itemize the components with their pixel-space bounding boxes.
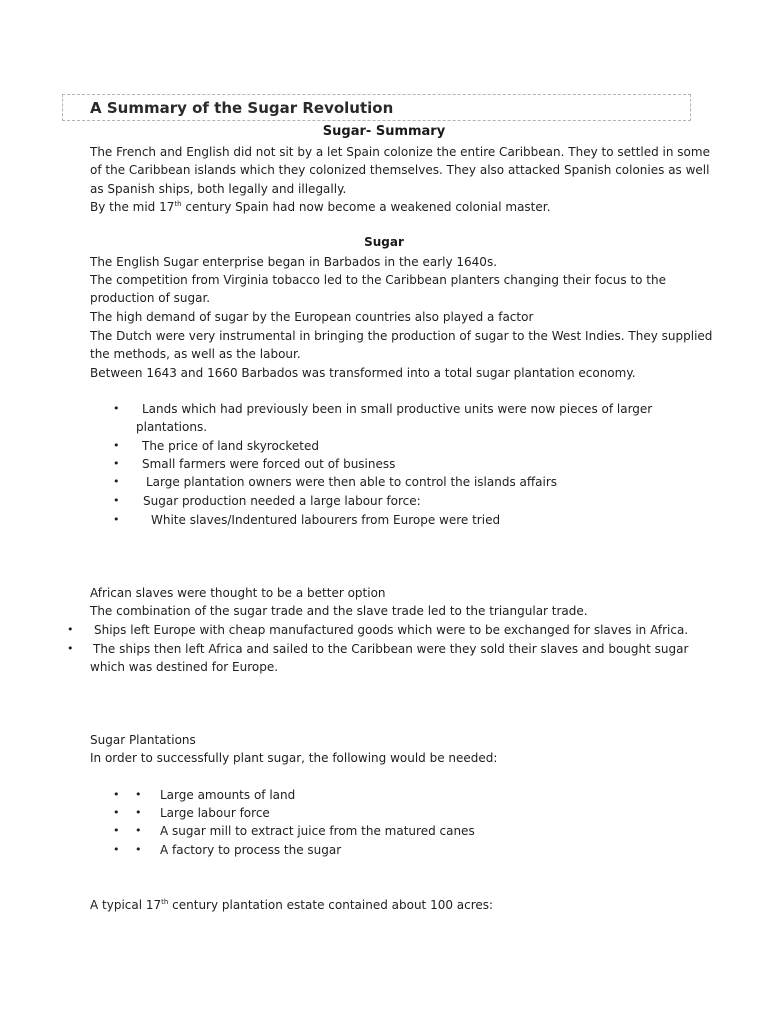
bullet-glyph: •: [113, 475, 120, 488]
intro-line: as Spanish ships, both legally and illegally.: [90, 182, 347, 196]
list-item: Small farmers were forced out of business: [142, 457, 396, 471]
intro-line: The French and English did not sit by a let Spain colonize the entire Caribbean. They to settled in some: [90, 145, 710, 159]
list-item: Large plantation owners were then able to control the islands affairs: [146, 475, 558, 489]
intro-line: By the mid 17th century Spain had now become a weakened colonial master.: [90, 200, 551, 214]
bullet-glyph: •: [67, 642, 74, 655]
sugar-line: The competition from Virginia tobacco led to the Caribbean planters changing their focus to the: [90, 273, 666, 287]
document-subtitle: Sugar- Summary: [322, 124, 446, 139]
list-item: White slaves/Indentured labourers from Europe were tried: [151, 513, 501, 527]
document-title: A Summary of the Sugar Revolution: [90, 99, 394, 117]
bullet-glyph: •: [113, 494, 120, 507]
bullet-glyph: •: [135, 824, 142, 837]
list-item: A sugar mill to extract juice from the matured canes: [160, 824, 475, 838]
bullet-glyph: •: [113, 439, 120, 452]
bullet-glyph: •: [113, 806, 120, 819]
sugar-line: production of sugar.: [90, 291, 211, 305]
bullet-glyph: •: [113, 457, 120, 470]
slaves-line: The combination of the sugar trade and the slave trade led to the triangular trade.: [90, 604, 588, 618]
bullet-glyph: •: [113, 402, 120, 415]
list-item: Sugar production needed a large labour force:: [143, 494, 421, 508]
sugar-line: Between 1643 and 1660 Barbados was transformed into a total sugar plantation economy.: [90, 366, 636, 380]
list-item: Ships left Europe with cheap manufactured goods which were to be exchanged for slaves in Africa.: [94, 623, 689, 637]
bullet-glyph: •: [67, 623, 74, 636]
section-heading-sugar: Sugar: [364, 235, 404, 249]
sugar-line: The high demand of sugar by the European countries also played a factor: [90, 310, 534, 324]
list-item: The ships then left Africa and sailed to the Caribbean were they sold their slaves and bought sugar: [93, 642, 689, 656]
list-item: A factory to process the sugar: [160, 843, 342, 857]
bullet-glyph: •: [135, 788, 142, 801]
bullet-glyph: •: [113, 824, 120, 837]
bullet-glyph: •: [135, 843, 142, 856]
estate-line: A typical 17th century plantation estate contained about 100 acres:: [90, 898, 494, 912]
list-item: plantations.: [136, 420, 208, 434]
list-item: Large amounts of land: [160, 788, 296, 802]
list-item: Large labour force: [160, 806, 270, 820]
bullet-glyph: •: [135, 806, 142, 819]
bullet-glyph: •: [113, 843, 120, 856]
intro-line: of the Caribbean islands which they colonized themselves. They also attacked Spanish colonies as well: [90, 163, 710, 177]
sugar-line: the methods, as well as the labour.: [90, 347, 301, 361]
bullet-glyph: •: [113, 513, 120, 526]
sugar-line: The Dutch were very instrumental in bringing the production of sugar to the West Indies. They supplied: [90, 329, 713, 343]
list-item: Lands which had previously been in small productive units were now pieces of larger: [142, 402, 653, 416]
plantations-intro: In order to successfully plant sugar, the following would be needed:: [90, 751, 498, 765]
sugar-line: The English Sugar enterprise began in Barbados in the early 1640s.: [90, 255, 498, 269]
section-heading-plantations: Sugar Plantations: [90, 733, 196, 747]
slaves-line: African slaves were thought to be a better option: [90, 586, 386, 600]
list-item: which was destined for Europe.: [90, 660, 279, 674]
bullet-glyph: •: [113, 788, 120, 801]
list-item: The price of land skyrocketed: [142, 439, 320, 453]
